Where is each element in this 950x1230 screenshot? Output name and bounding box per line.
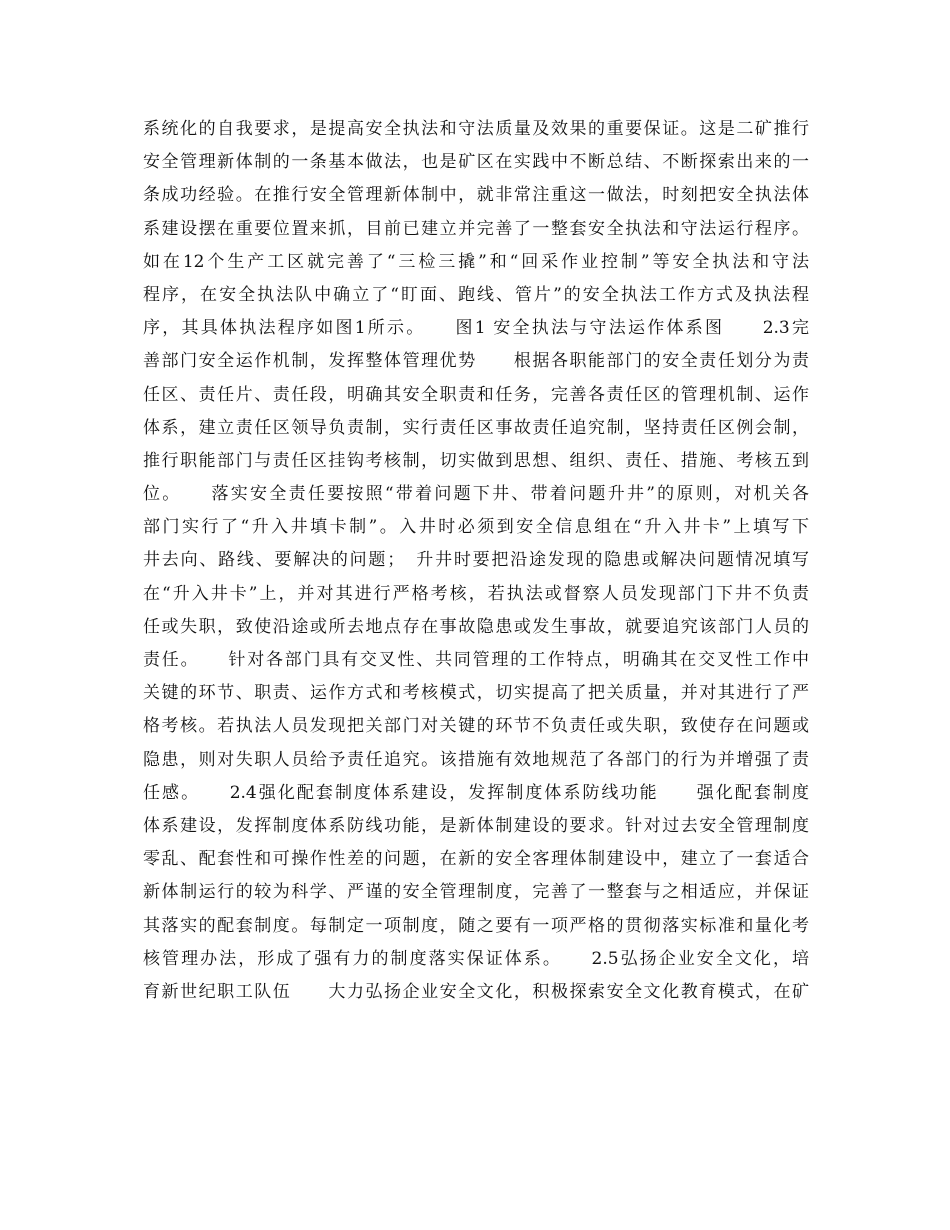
- text-line: 体系，建立责任区领导负责制，实行责任区事故责任追究制，坚持责任区例会制，: [143, 417, 809, 438]
- text-line: 隐患，则对失职人员给予责任追究。该措施有效地规范了各部门的行为并增强了责: [143, 749, 809, 770]
- text-line: 系建设摆在重要位置来抓，目前已建立并完善了一整套安全执法和守法运行程序。: [143, 218, 809, 239]
- body-text: [143, 113, 809, 1009]
- text-line: 格考核。若执法人员发现把关部门对关键的环节不负责任或失职，致使存在问题或: [143, 716, 809, 737]
- text-line: 位。 落实安全责任要按照“带着问题下井、带着问题升井”的原则，对机关各: [143, 484, 809, 505]
- text-line: 在“升入井卡”上，并对其进行严格考核，若执法或督察人员发现部门下井不负责: [143, 583, 809, 604]
- text-line: 关键的环节、职责、运作方式和考核模式，切实提高了把关质量，并对其进行了严: [143, 683, 809, 704]
- text-line: 零乱、配套性和可操作性差的问题，在新的安全客理体制建设中，建立了一套适合: [143, 849, 809, 870]
- text-line: 安全管理新体制的一条基本做法，也是矿区在实践中不断总结、不断探索出来的一: [143, 152, 809, 173]
- text-line: 任区、责任片、责任段，明确其安全职责和任务，完善各责任区的管理机制、运作: [143, 384, 809, 405]
- text-line: 责任。 针对各部门具有交叉性、共同管理的工作特点，明确其在交叉性工作中: [143, 650, 809, 670]
- text-line: 序，其具体执法程序如图1所示。 图1 安全执法与守法运作体系图 2.3完: [143, 318, 809, 339]
- text-line: 核管理办法，形成了强有力的制度落实保证体系。 2.5弘扬企业安全文化，培: [143, 948, 809, 969]
- text-line: 程序，在安全执法队中确立了“盯面、跑线、管片”的安全执法工作方式及执法程: [143, 284, 809, 305]
- text-line: 井去向、路线、要解决的问题； 升井时要把沿途发现的隐患或解决问题情况填写: [143, 550, 809, 571]
- text-line: 其落实的配套制度。每制定一项制度，随之要有一项严格的贯彻落实标准和量化考: [143, 915, 809, 936]
- text-line: 条成功经验。在推行安全管理新体制中，就非常注重这一做法，时刻把安全执法体: [143, 185, 809, 206]
- text-line: 育新世纪职工队伍 大力弘扬企业安全文化，积极探索安全文化教育模式，在矿: [143, 981, 809, 1002]
- text-line: 体系建设，发挥制度体系防线功能，是新体制建设的要求。针对过去安全管理制度: [143, 815, 809, 836]
- text-line: 如在12个生产工区就完善了“三检三撬”和“回采作业控制”等安全执法和守法: [143, 251, 809, 272]
- text-line: 部门实行了“升入井填卡制”。入井时必须到安全信息组在“升入井卡”上填写下: [143, 517, 809, 538]
- text-line: 新体制运行的较为科学、严谨的安全管理制度，完善了一整套与之相适应，并保证: [143, 882, 809, 903]
- text-line: 推行职能部门与责任区挂钩考核制，切实做到思想、组织、责任、措施、考核五到: [143, 450, 809, 471]
- text-line: 善部门安全运作机制，发挥整体管理优势 根据各职能部门的安全责任划分为责: [143, 351, 809, 372]
- text-line: 任或失职，致使沿途或所去地点存在事故隐患或发生事故，就要追究该部门人员的: [143, 616, 809, 637]
- text-line: 任感。 2.4强化配套制度体系建设，发挥制度体系防线功能 强化配套制度: [143, 782, 809, 803]
- text-line: 系统化的自我要求，是提高安全执法和守法质量及效果的重要保证。这是二矿推行: [143, 119, 809, 139]
